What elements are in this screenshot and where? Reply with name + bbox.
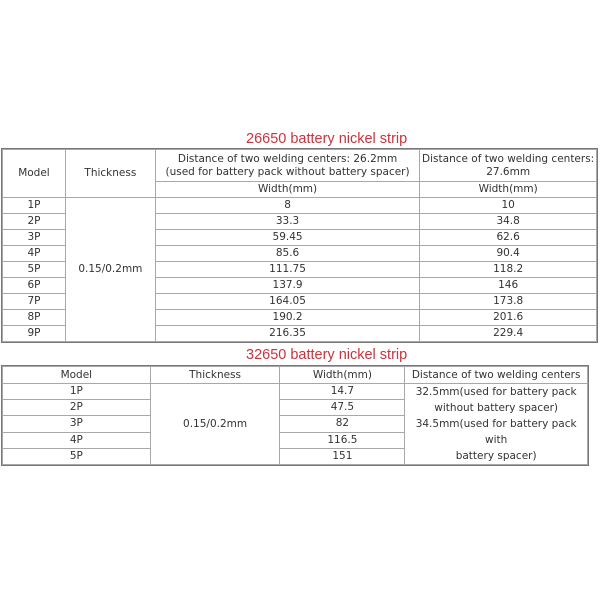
cell-model: 4P [3, 246, 66, 262]
cell-model: 8P [3, 310, 66, 326]
table1-title: 26650 battery nickel strip [246, 131, 408, 147]
header-width-1: Width(mm) [155, 182, 419, 198]
distance-line: 34.5mm(used for battery pack with [415, 418, 577, 446]
cell-width: 82 [280, 416, 405, 432]
table2-title: 32650 battery nickel strip [246, 347, 408, 363]
cell-model: 2P [3, 400, 151, 416]
cell-width-2: 146 [420, 278, 597, 294]
header-width: Width(mm) [280, 367, 405, 384]
cell-width-2: 10 [420, 198, 597, 214]
cell-width: 14.7 [280, 384, 405, 400]
table-26650 [2, 149, 597, 342]
cell-model: 5P [3, 448, 151, 464]
cell-model: 2P [3, 214, 66, 230]
cell-model: 1P [3, 384, 151, 400]
table-32650 [2, 366, 588, 465]
cell-width-2: 229.4 [420, 326, 597, 342]
table-row [3, 384, 588, 400]
distance-line: battery spacer) [455, 450, 537, 462]
cell-width-1: 111.75 [155, 262, 419, 278]
cell-model: 3P [3, 230, 66, 246]
cell-width-1: 164.05 [155, 294, 419, 310]
cell-width: 47.5 [280, 400, 405, 416]
header-thickness: Thickness [150, 367, 280, 384]
cell-distance [405, 384, 588, 465]
distance-line: without battery spacer) [434, 402, 558, 414]
header-width-2: Width(mm) [420, 182, 597, 198]
cell-width: 116.5 [280, 432, 405, 448]
header-distance-27-6 [420, 150, 597, 182]
cell-width-2: 173.8 [420, 294, 597, 310]
cell-width-1: 190.2 [155, 310, 419, 326]
header-distance: Distance of two welding centers [405, 367, 588, 384]
cell-width-2: 90.4 [420, 246, 597, 262]
cell-model: 9P [3, 326, 66, 342]
cell-model: 7P [3, 294, 66, 310]
cell-width-1: 33.3 [155, 214, 419, 230]
cell-width-1: 59.45 [155, 230, 419, 246]
header-model: Model [3, 367, 151, 384]
header-model: Model [3, 150, 66, 198]
header-line: (used for battery pack without battery spacer) [165, 165, 410, 178]
cell-model: 1P [3, 198, 66, 214]
distance-line: 32.5mm(used for battery pack [415, 386, 577, 398]
cell-width-2: 201.6 [420, 310, 597, 326]
cell-thickness: 0.15/0.2mm [65, 198, 155, 342]
table-row [3, 198, 597, 214]
cell-model: 6P [3, 278, 66, 294]
cell-width-1: 8 [155, 198, 419, 214]
cell-width-1: 85.6 [155, 246, 419, 262]
cell-model: 3P [3, 416, 151, 432]
cell-model: 4P [3, 432, 151, 448]
cell-width-2: 62.6 [420, 230, 597, 246]
header-line: Distance of two welding centers: [422, 152, 595, 165]
header-line: 27.6mm [486, 165, 531, 178]
cell-width-2: 118.2 [420, 262, 597, 278]
cell-width-2: 34.8 [420, 214, 597, 230]
cell-model: 5P [3, 262, 66, 278]
header-line: Distance of two welding centers: 26.2mm [177, 152, 398, 165]
cell-width: 151 [280, 448, 405, 464]
cell-width-1: 137.9 [155, 278, 419, 294]
cell-width-1: 216.35 [155, 326, 419, 342]
header-thickness: Thickness [65, 150, 155, 198]
cell-thickness: 0.15/0.2mm [150, 384, 280, 465]
header-distance-26-2 [155, 150, 419, 182]
